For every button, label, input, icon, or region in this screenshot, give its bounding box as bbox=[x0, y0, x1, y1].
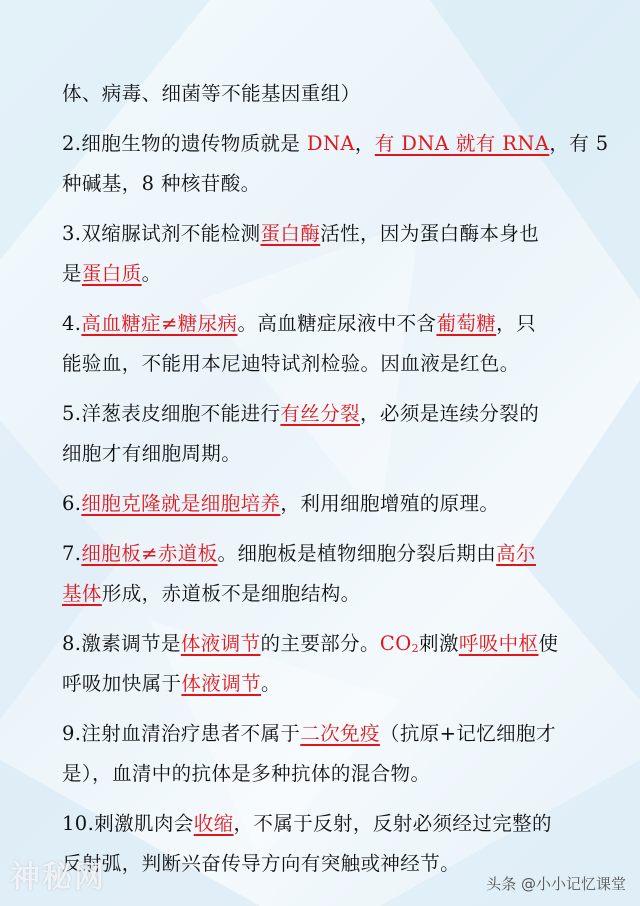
text-segment: 2.细胞生物的遗传物质就是 bbox=[62, 132, 307, 155]
paragraph-gap bbox=[62, 114, 592, 124]
paragraph-gap bbox=[62, 704, 592, 714]
highlighted-term: 高血糖症≠糖尿病 bbox=[81, 312, 238, 335]
text-line bbox=[62, 484, 592, 524]
text-segment: 反射弧，判断兴奋传导方向有突触或神经节。 bbox=[62, 852, 461, 875]
text-segment: 4. bbox=[62, 312, 82, 335]
text-segment: 。细胞板是植物细胞分裂后期由 bbox=[217, 542, 497, 565]
text-segment: ，有 5 bbox=[549, 132, 609, 155]
highlighted-term: CO bbox=[379, 632, 412, 655]
text-line bbox=[62, 214, 592, 254]
text-line bbox=[62, 804, 592, 844]
text-line bbox=[62, 74, 592, 114]
text-segment: 5.洋葱表皮细胞不能进行 bbox=[62, 402, 281, 425]
highlighted-term: 高尔 bbox=[496, 542, 536, 565]
text-segment: 6. bbox=[62, 492, 82, 515]
text-line bbox=[62, 304, 592, 344]
highlighted-term: 呼吸中枢 bbox=[458, 632, 539, 655]
text-line bbox=[62, 574, 592, 614]
text-segment: 能验血，不能用本尼迪特试剂检验。因血液是红色。 bbox=[62, 352, 520, 375]
text-segment: 。 bbox=[141, 262, 162, 285]
text-segment: ，只 bbox=[496, 312, 536, 335]
text-line bbox=[62, 394, 592, 434]
text-segment: 使 bbox=[538, 632, 559, 655]
paragraph-gap bbox=[62, 524, 592, 534]
text-segment: 刺激 bbox=[419, 632, 459, 655]
text-segment: 。高血糖症尿液中不含 bbox=[237, 312, 437, 335]
text-line bbox=[62, 434, 592, 474]
watermark-author: 头条 @小小记忆课堂 bbox=[486, 875, 626, 893]
highlighted-term: 有丝分裂 bbox=[280, 402, 361, 425]
text-segment: 呼吸加快属于 bbox=[62, 672, 182, 695]
text-segment: 9.注射血清治疗患者不属于 bbox=[62, 722, 301, 745]
paragraph-gap bbox=[62, 794, 592, 804]
text-line bbox=[62, 714, 592, 754]
text-line bbox=[62, 534, 592, 574]
highlighted-term: 葡萄糖 bbox=[436, 312, 497, 335]
paragraph-gap bbox=[62, 384, 592, 394]
text-segment: ，利用细胞增殖的原理。 bbox=[280, 492, 500, 515]
text-segment: ，不属于反射，反射必须经过完整的 bbox=[233, 812, 552, 835]
text-line bbox=[62, 624, 592, 664]
highlighted-term: 二次免疫 bbox=[300, 722, 380, 745]
highlighted-term: 细胞克隆就是细胞培养 bbox=[81, 492, 281, 515]
text-segment: 的主要部分。 bbox=[260, 632, 380, 655]
highlighted-term: 体液调节 bbox=[180, 632, 261, 655]
highlighted-term: 2 bbox=[411, 642, 420, 655]
highlighted-term: DNA bbox=[306, 132, 355, 155]
highlighted-term: 收缩 bbox=[193, 812, 234, 835]
text-segment: 形成，赤道板不是细胞结构。 bbox=[101, 582, 361, 605]
highlighted-term: 体液调节 bbox=[181, 672, 262, 695]
text-line bbox=[62, 124, 609, 164]
text-segment: 体、病毒、细菌等不能基因重组） bbox=[62, 82, 361, 105]
text-segment: 7. bbox=[62, 542, 82, 565]
text-line bbox=[62, 344, 592, 384]
text-segment: 是），血清中的抗体是多种抗体的混合物。 bbox=[62, 762, 431, 785]
text-segment: 10.刺激肌肉会 bbox=[62, 812, 194, 835]
paragraph-gap bbox=[62, 294, 592, 304]
paragraph-gap bbox=[62, 614, 592, 624]
highlighted-term: 有 DNA 就有 RNA bbox=[374, 132, 550, 155]
text-segment: 细胞才有细胞周期。 bbox=[62, 442, 242, 465]
text-segment: ，必须是连续分裂的 bbox=[360, 402, 540, 425]
text-segment: 活性，因为蛋白酶本身也 bbox=[320, 222, 540, 245]
text-segment: 种碱基，8 种核苷酸。 bbox=[62, 172, 261, 195]
paragraph-gap bbox=[62, 204, 592, 214]
document-text bbox=[62, 74, 609, 884]
text-line bbox=[62, 254, 592, 294]
text-line bbox=[62, 164, 592, 204]
highlighted-term: 蛋白酶 bbox=[260, 222, 321, 245]
watermark-logo: 神秘网 bbox=[10, 860, 106, 895]
text-line bbox=[62, 754, 592, 794]
highlighted-term: 细胞板≠赤道板 bbox=[81, 542, 218, 565]
paragraph-gap bbox=[62, 474, 592, 484]
text-segment: 。 bbox=[261, 672, 281, 695]
text-segment: （抗原+记忆细胞才 bbox=[379, 722, 556, 745]
text-line bbox=[62, 664, 592, 704]
highlighted-term: 基体 bbox=[62, 582, 102, 605]
highlighted-term: 蛋白质 bbox=[81, 262, 142, 285]
text-segment: ， bbox=[354, 132, 375, 155]
text-segment: 3.双缩脲试剂不能检测 bbox=[62, 222, 261, 245]
text-segment: 是 bbox=[62, 262, 82, 285]
text-segment: 8.激素调节是 bbox=[62, 632, 181, 655]
